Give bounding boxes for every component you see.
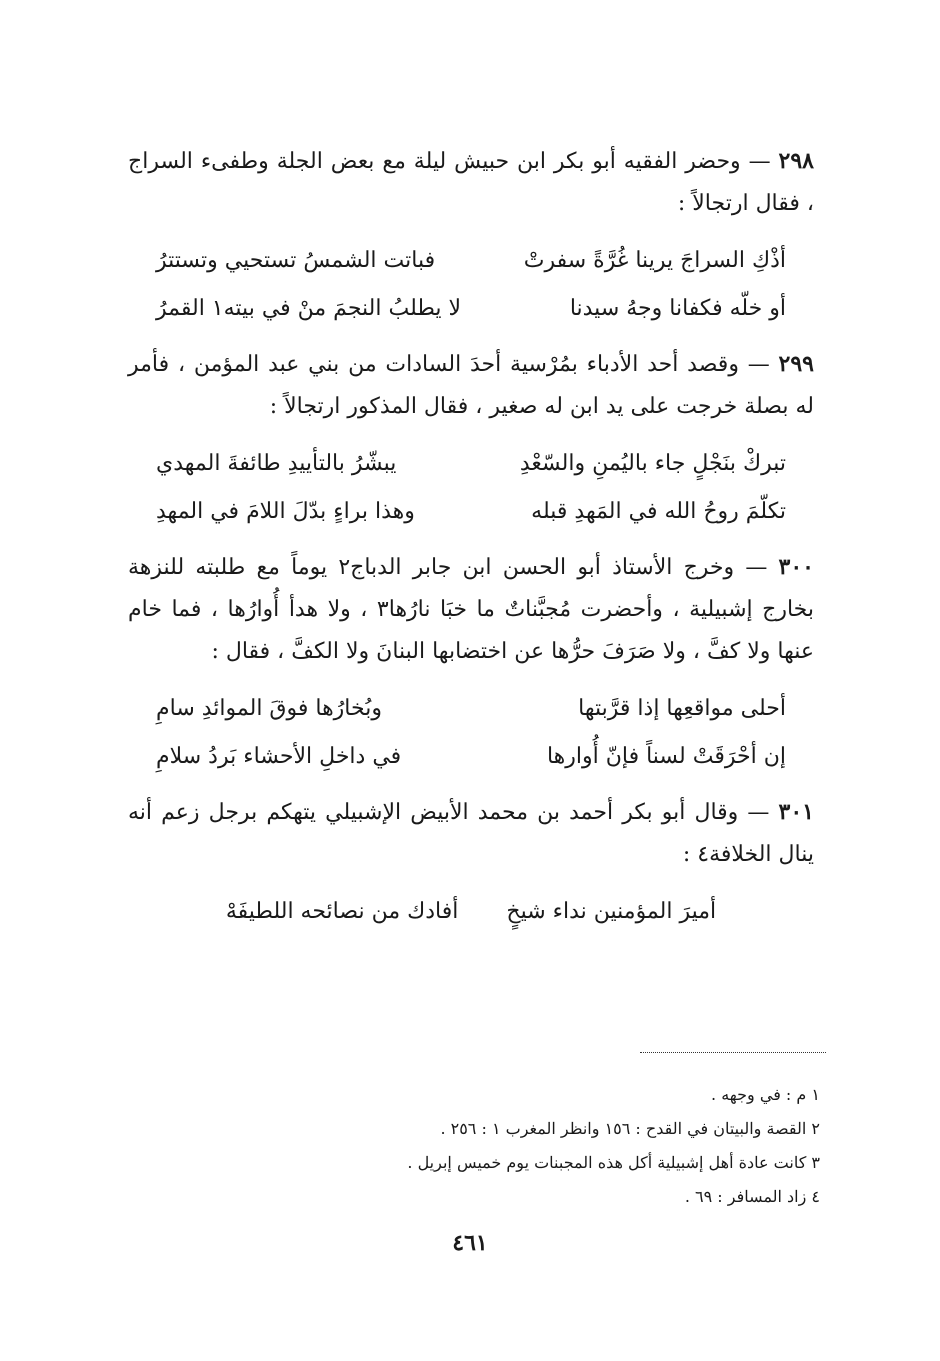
- entry-number: ٢٩٩: [778, 351, 814, 377]
- verse-first-hemistich: إن أحْرَقَتْ لسناً فإنّ أُوارها: [546, 744, 786, 769]
- verse-line: [128, 237, 814, 285]
- entry-body: — وحضر الفقيه أبو بكر ابن حبيش ليلة مع بعض الجلة وطفىء السراج ، فقال ارتجالاً :: [128, 149, 814, 216]
- verse-first-hemistich: أميرَ المؤمنين نداء شيخٍ: [506, 899, 717, 924]
- footnotes: [300, 1078, 820, 1214]
- entry-body: — وقال أبو بكر أحمد بن محمد الأبيض الإشبيلي يتهكم برجل زعم أنه ينال الخلافة٤ :: [128, 800, 814, 867]
- entry-text: [128, 791, 814, 876]
- verse-second-hemistich: أفادك من نصائحه اللطيفَهْ: [225, 899, 459, 924]
- entry-number: ٢٩٨: [778, 148, 814, 174]
- entry-298: [128, 140, 814, 333]
- entry-body: — وخرج الأستاذ أبو الحسن ابن جابر الدباج٢ يوماً مع طلبته للنزهة بخارج إشبيلية ، وأحضرت مُجبَّناتٌ ما خبَا نارُها٣ ، ولا هدأ أُوارُها ، فما خام عنها ولا كفَّ ، ولا صَرَفَ حرُّها عن اختضابها البنانَ ولا الكفَّ ، فقال :: [128, 555, 814, 664]
- verse-line: [128, 733, 814, 781]
- verse-line: [128, 285, 814, 333]
- footnote: ٤ زاد المسافر : ٦٩ .: [684, 1187, 820, 1206]
- footnote: ١ م : في وجهه .: [711, 1085, 820, 1104]
- verse-second-hemistich: يبشّرُ بالتأييدِ طائفةَ المهدي: [156, 451, 397, 476]
- verse-second-hemistich: وهذا براءٍ بدّلَ اللامَ في المهدِ: [156, 499, 415, 524]
- verse-line: [128, 685, 814, 733]
- verse-first-hemistich: تكلّمَ روحُ الله في المَهدِ قبله: [531, 499, 786, 524]
- verse-first-hemistich: أو خلّه فكفانا وجهُ سيدنا: [569, 296, 786, 321]
- verse-second-hemistich: وبُخارُها فوقَ الموائدِ سامِ: [156, 696, 382, 721]
- entry-number: ٣٠١: [778, 799, 814, 825]
- verse-block: [128, 685, 814, 781]
- footnote: ٢ القصة والبيتان في القدح : ١٥٦ وانظر المغرب ١ : ٢٥٦ .: [440, 1119, 820, 1138]
- footnote: ٣ كانت عادة أهل إشبيلية أكل هذه المجبنات يوم خميس إبريل .: [407, 1153, 820, 1172]
- verse-block: [128, 237, 814, 333]
- verse-second-hemistich: في داخلِ الأحشاء بَردُ سلامِ: [156, 744, 402, 769]
- entry-number: ٣٠٠: [778, 554, 814, 580]
- page-body: [128, 140, 814, 946]
- verse-line: [128, 488, 814, 536]
- entry-text: [128, 546, 814, 673]
- page-number: ٤٦١: [452, 1230, 488, 1256]
- entry-301: [128, 791, 814, 936]
- verse-first-hemistich: أحلى مواقعِها إذا قرَّبتها: [578, 696, 786, 721]
- entry-body: — وقصد أحد الأدباء بمُرْسية أحدَ السادات من بني عبد المؤمن ، فأمر له بصلة خرجت على يد ابن له صغير ، فقال المذكور ارتجالاً :: [128, 352, 814, 419]
- entry-text: [128, 343, 814, 428]
- verse-second-hemistich: فباتت الشمسُ تستحيي وتستترُ: [156, 248, 436, 273]
- verse-first-hemistich: تبركْ بنَجْلٍ جاء باليُمنِ والسّعْدِ: [519, 451, 786, 476]
- verse-line: [128, 440, 814, 488]
- entry-300: [128, 546, 814, 781]
- verse-second-hemistich: لا يطلبُ النجمَ منْ في بيته١ القمرُ: [156, 296, 462, 321]
- verse-block: [128, 440, 814, 536]
- verse-first-hemistich: أذْكِ السراجَ يرينا غُرَّةً سفرتْ: [523, 248, 786, 273]
- entry-299: [128, 343, 814, 536]
- footnote-separator: [640, 1052, 826, 1053]
- verse-block: [128, 888, 814, 936]
- entry-text: [128, 140, 814, 225]
- verse-line: [128, 888, 814, 936]
